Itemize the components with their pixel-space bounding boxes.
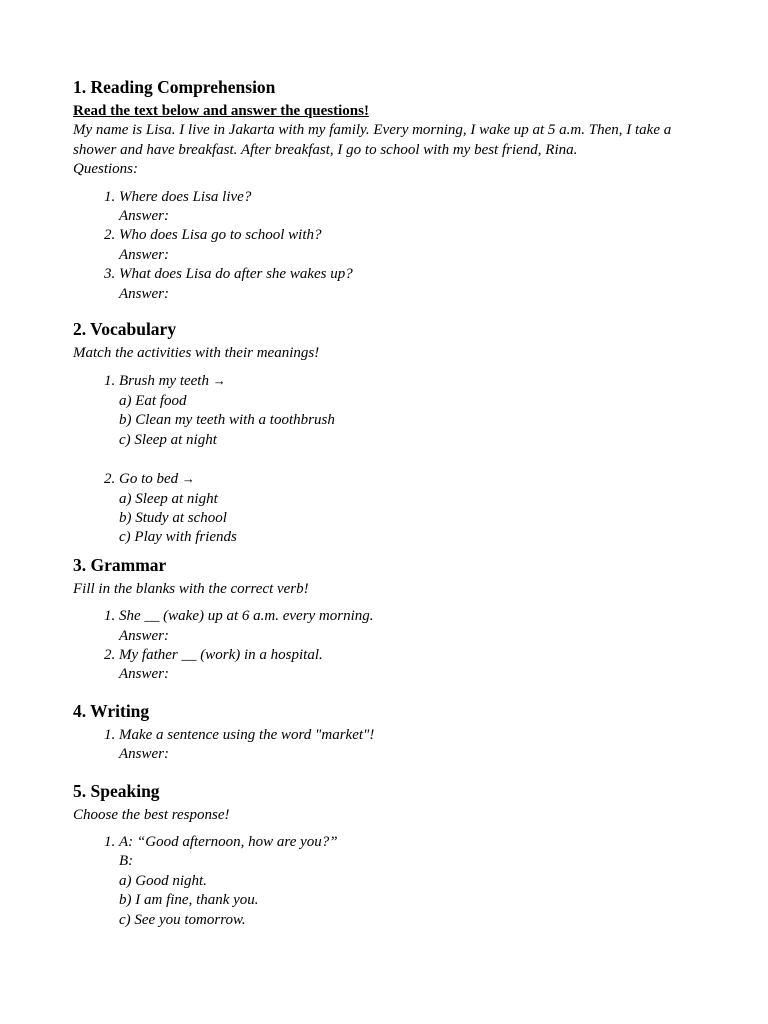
section-writing	[73, 700, 713, 765]
section-heading-grammar: 3. Grammar	[73, 554, 167, 575]
question-text: 3. What does Lisa do after she wakes up?	[119, 266, 353, 283]
list-item	[119, 226, 713, 265]
question-text: 1. Make a sentence using the word "market"!	[119, 726, 375, 743]
response-option: c) See you tomorrow.	[119, 911, 246, 928]
list-item	[119, 188, 713, 227]
list-item	[119, 726, 713, 765]
section-heading-vocabulary: 2. Vocabulary	[73, 319, 177, 340]
questions-label: Questions:	[73, 161, 138, 178]
vocab-term-line	[119, 469, 713, 489]
question-text: 1. She __ (wake) up at 6 a.m. every morning.	[119, 608, 374, 625]
section-heading-writing: 4. Writing	[73, 700, 150, 721]
list-item	[119, 371, 713, 450]
vocab-option: c) Sleep at night	[119, 431, 217, 448]
vocab-option: a) Sleep at night	[119, 490, 218, 507]
speaking-instruction: Choose the best response!	[73, 806, 230, 823]
vocabulary-list	[73, 371, 713, 547]
answer-label: Answer:	[119, 666, 169, 683]
dialogue-line-a: 1. A: “Good afternoon, how are you?”	[119, 833, 338, 850]
vocab-term: Brush my teeth	[119, 373, 209, 390]
reading-instruction: Read the text below and answer the questions!	[73, 103, 369, 119]
arrow-right-icon: →	[181, 471, 195, 487]
section-grammar	[73, 554, 713, 685]
list-item	[119, 607, 713, 646]
response-option: b) I am fine, thank you.	[119, 892, 259, 909]
section-vocabulary	[73, 318, 713, 548]
answer-label: Answer:	[119, 246, 169, 263]
vocab-option: b) Study at school	[119, 509, 227, 526]
list-item	[119, 265, 713, 304]
vocab-option: b) Clean my teeth with a toothbrush	[119, 412, 335, 429]
reading-question-list	[73, 188, 713, 304]
reading-passage: My name is Lisa. I live in Jakarta with my family. Every morning, I wake up at 5 a.m. Then, I take a shower and have breakfast. After breakfast, I go to school with my best friend, Rina.	[73, 122, 672, 158]
answer-label: Answer:	[119, 208, 169, 225]
worksheet	[73, 76, 713, 930]
grammar-instruction: Fill in the blanks with the correct verb!	[73, 580, 309, 597]
writing-list	[73, 726, 713, 765]
question-text: 2. Who does Lisa go to school with?	[119, 227, 322, 244]
list-item	[119, 833, 713, 930]
vocab-option: c) Play with friends	[119, 529, 237, 546]
response-option: a) Good night.	[119, 872, 207, 889]
dialogue-line-b: B:	[119, 853, 134, 870]
grammar-list	[73, 607, 713, 685]
section-heading-reading: 1. Reading Comprehension	[73, 77, 276, 97]
speaking-list	[73, 833, 713, 930]
vocab-option: a) Eat food	[119, 392, 187, 409]
list-item	[119, 646, 713, 685]
section-reading	[73, 76, 713, 304]
list-item	[119, 469, 713, 548]
answer-label: Answer:	[119, 746, 169, 763]
section-speaking	[73, 780, 713, 930]
vocabulary-instruction: Match the activities with their meanings!	[73, 345, 320, 362]
section-heading-speaking: 5. Speaking	[73, 780, 160, 801]
vocab-term: Go to bed	[119, 471, 179, 488]
vocab-term-line	[119, 371, 713, 391]
answer-label: Answer:	[119, 285, 169, 302]
question-text: 1. Where does Lisa live?	[119, 188, 252, 205]
arrow-right-icon: →	[212, 373, 226, 389]
answer-label: Answer:	[119, 627, 169, 644]
question-text: 2. My father __ (work) in a hospital.	[119, 646, 323, 663]
